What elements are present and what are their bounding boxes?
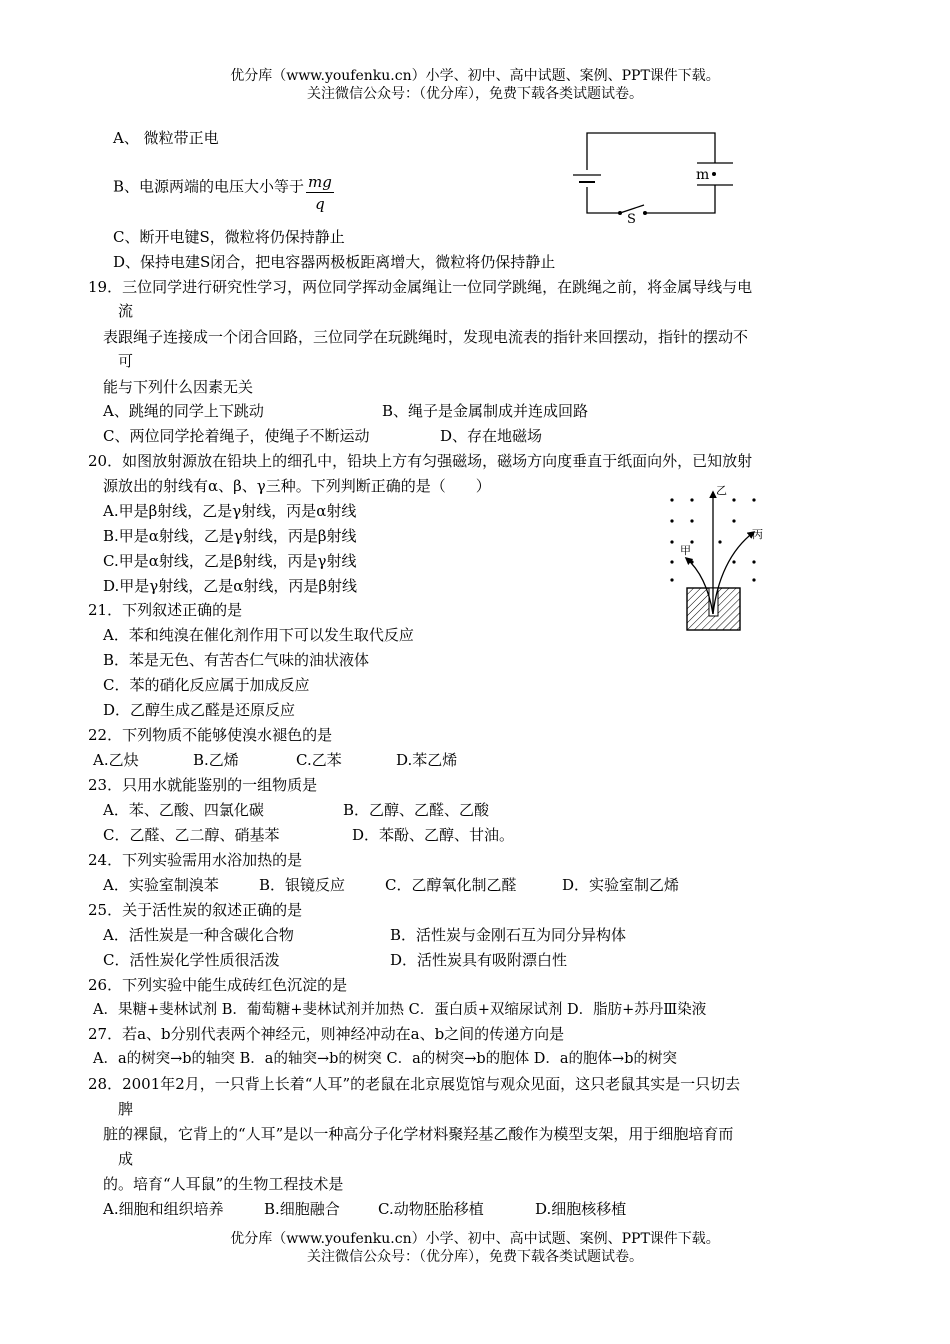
q24-option-a: A．实验室制溴苯: [103, 876, 219, 894]
switch-contact-right: [643, 211, 647, 215]
particle-dot: [712, 172, 716, 176]
q19-stem-line-2: 流: [118, 302, 134, 320]
q22-option-c: C.乙苯: [296, 751, 342, 769]
ray-label-yi: 乙: [716, 484, 727, 497]
circuit-wire-right: [645, 185, 715, 213]
q28-stem-line-1: 28．2001年2月，一只背上长着“人耳”的老鼠在北京展览馆与观众见面，这只老鼠其实是一只切去: [88, 1075, 741, 1093]
ray-label-bing: 丙: [752, 528, 763, 541]
q20-stem-line-2: 源放出的射线有α、β、γ三种。下列判断正确的是（ ）: [103, 477, 491, 495]
page-footer-line-1: 优分库（www.youfenku.cn）小学、初中、高中试题、案例、PPT课件下载。: [230, 1231, 720, 1247]
q18-option-b: [113, 166, 334, 213]
q23-option-b: B．乙醇、乙醛、乙酸: [343, 801, 490, 819]
q23-option-a: A．苯、乙酸、四氯化碳: [103, 801, 264, 819]
q21-option-c: C．苯的硝化反应属于加成反应: [103, 676, 310, 694]
q28-stem-line-3: 脏的裸鼠，它背上的“人耳”是以一种高分子化学材料聚羟基乙酸作为模型支架，用于细胞培育而: [103, 1125, 734, 1143]
q19-stem-line-1: 19．三位同学进行研究性学习，两位同学挥动金属绳让一位同学跳绳，在跳绳之前，将金属导线与电: [88, 278, 753, 296]
q21-option-a: A．苯和纯溴在催化剂作用下可以发生取代反应: [103, 626, 414, 644]
q18-fraction-denominator: q: [315, 195, 325, 213]
switch-contact-left: [618, 211, 622, 215]
q27-options: A．a的树突→b的轴突 B．a的轴突→b的树突 C．a的树突→b的胞体 D．a的胞体→b的树突: [93, 1051, 677, 1067]
q23-stem: 23．只用水就能鉴别的一组物质是: [88, 776, 318, 794]
q26-stem: 26．下列实验中能生成砖红色沉淀的是: [88, 976, 348, 994]
q18-option-d: D、保持电建S闭合，把电容器两极板距离增大，微粒将仍保持静止: [113, 253, 556, 271]
q19-option-d: D、存在地磁场: [440, 427, 543, 445]
q20-option-a: A.甲是β射线，乙是γ射线，丙是α射线: [103, 502, 357, 520]
ray-label-jia: 甲: [680, 544, 691, 557]
q24-option-d: D．实验室制乙烯: [562, 876, 680, 894]
q18-option-b-text: B、电源两端的电压大小等于: [113, 177, 305, 196]
q20-radiation-diagram: [660, 480, 770, 635]
q28-stem-line-5: 的。培育“人耳鼠”的生物工程技术是: [103, 1175, 344, 1193]
q28-stem-line-2: 脾: [118, 1100, 134, 1118]
q20-stem-line-1: 20．如图放射源放在铅块上的细孔中，铅块上方有匀强磁场，磁场方向度垂直于纸面向外，已知放射: [88, 452, 753, 470]
page-footer-line-2: 关注微信公众号：（优分库），免费下载各类试题试卷。: [307, 1249, 643, 1265]
q20-option-b: B.甲是α射线，乙是γ射线，丙是β射线: [103, 527, 357, 545]
circuit-wire-bottom-left: [587, 187, 620, 213]
q28-stem-line-4: 成: [118, 1150, 134, 1168]
q28-option-b: B.细胞融合: [264, 1200, 340, 1218]
q24-stem: 24．下列实验需用水浴加热的是: [88, 851, 303, 869]
switch-label: S: [627, 212, 636, 225]
q22-option-b: B.乙烯: [193, 751, 239, 769]
q22-option-d: D.苯乙烯: [396, 751, 458, 769]
q19-stem-line-3: 表跟绳子连接成一个闭合回路，三位同学在玩跳绳时，发现电流表的指针来回摆动，指针的摆动不: [103, 328, 749, 346]
q19-option-c: C、两位同学抡着绳子，使绳子不断运动: [103, 427, 370, 445]
q19-option-b: B、绳子是金属制成并连成回路: [382, 402, 589, 420]
q28-option-a: A.细胞和组织培养: [103, 1200, 224, 1218]
q18-fraction-numerator: mg: [308, 173, 332, 191]
q21-option-b: B．苯是无色、有苦杏仁气味的油状液体: [103, 651, 370, 669]
q25-option-a: A．活性炭是一种含碳化合物: [103, 926, 294, 944]
q18-option-a: A、 微粒带正电: [113, 129, 219, 147]
q21-stem: 21．下列叙述正确的是: [88, 601, 243, 619]
q26-options: A．果糖+斐林试剂 B．葡萄糖+斐林试剂并加热 C．蛋白质+双缩尿试剂 D．脂肪+苏丹Ⅲ染液: [93, 1002, 707, 1018]
q21-option-d: D．乙醇生成乙醛是还原反应: [103, 701, 296, 719]
q23-option-d: D．苯酚、乙醇、甘油。: [352, 826, 515, 844]
q18-circuit-diagram: [565, 125, 740, 225]
q19-stem-line-4: 可: [118, 352, 134, 370]
q25-option-d: D．活性炭具有吸附漂白性: [390, 951, 568, 969]
q24-option-b: B．银镜反应: [259, 876, 346, 894]
page-header-line-1: 优分库（www.youfenku.cn）小学、初中、高中试题、案例、PPT课件下载。: [230, 68, 720, 84]
q22-option-a: A.乙炔: [93, 751, 139, 769]
q23-option-c: C．乙醛、乙二醇、硝基苯: [103, 826, 280, 844]
page-header-line-2: 关注微信公众号：（优分库），免费下载各类试题试卷。: [307, 86, 643, 102]
q19-option-a: A、跳绳的同学上下跳动: [103, 402, 264, 420]
particle-label: m: [696, 167, 710, 183]
q28-option-d: D.细胞核移植: [535, 1200, 627, 1218]
q20-option-d: D.甲是γ射线，乙是α射线，丙是β射线: [103, 577, 358, 595]
q20-option-c: C.甲是α射线，乙是β射线，丙是γ射线: [103, 552, 357, 570]
q18-option-c: C、断开电键S，微粒将仍保持静止: [113, 228, 345, 246]
q25-option-c: C．活性炭化学性质很活泼: [103, 951, 280, 969]
q28-option-c: C.动物胚胎移植: [378, 1200, 484, 1218]
q22-stem: 22．下列物质不能够使溴水褪色的是: [88, 726, 333, 744]
q19-stem-line-5: 能与下列什么因素无关: [103, 378, 254, 396]
q25-option-b: B．活性炭与金刚石互为同分异构体: [390, 926, 627, 944]
q24-option-c: C．乙醇氧化制乙醛: [385, 876, 517, 894]
q27-stem: 27．若a、b分别代表两个神经元，则神经冲动在a、b之间的传递方向是: [88, 1025, 565, 1043]
q25-stem: 25．关于活性炭的叙述正确的是: [88, 901, 303, 919]
circuit-wire-top: [587, 133, 715, 170]
q18-fraction: [306, 172, 334, 215]
